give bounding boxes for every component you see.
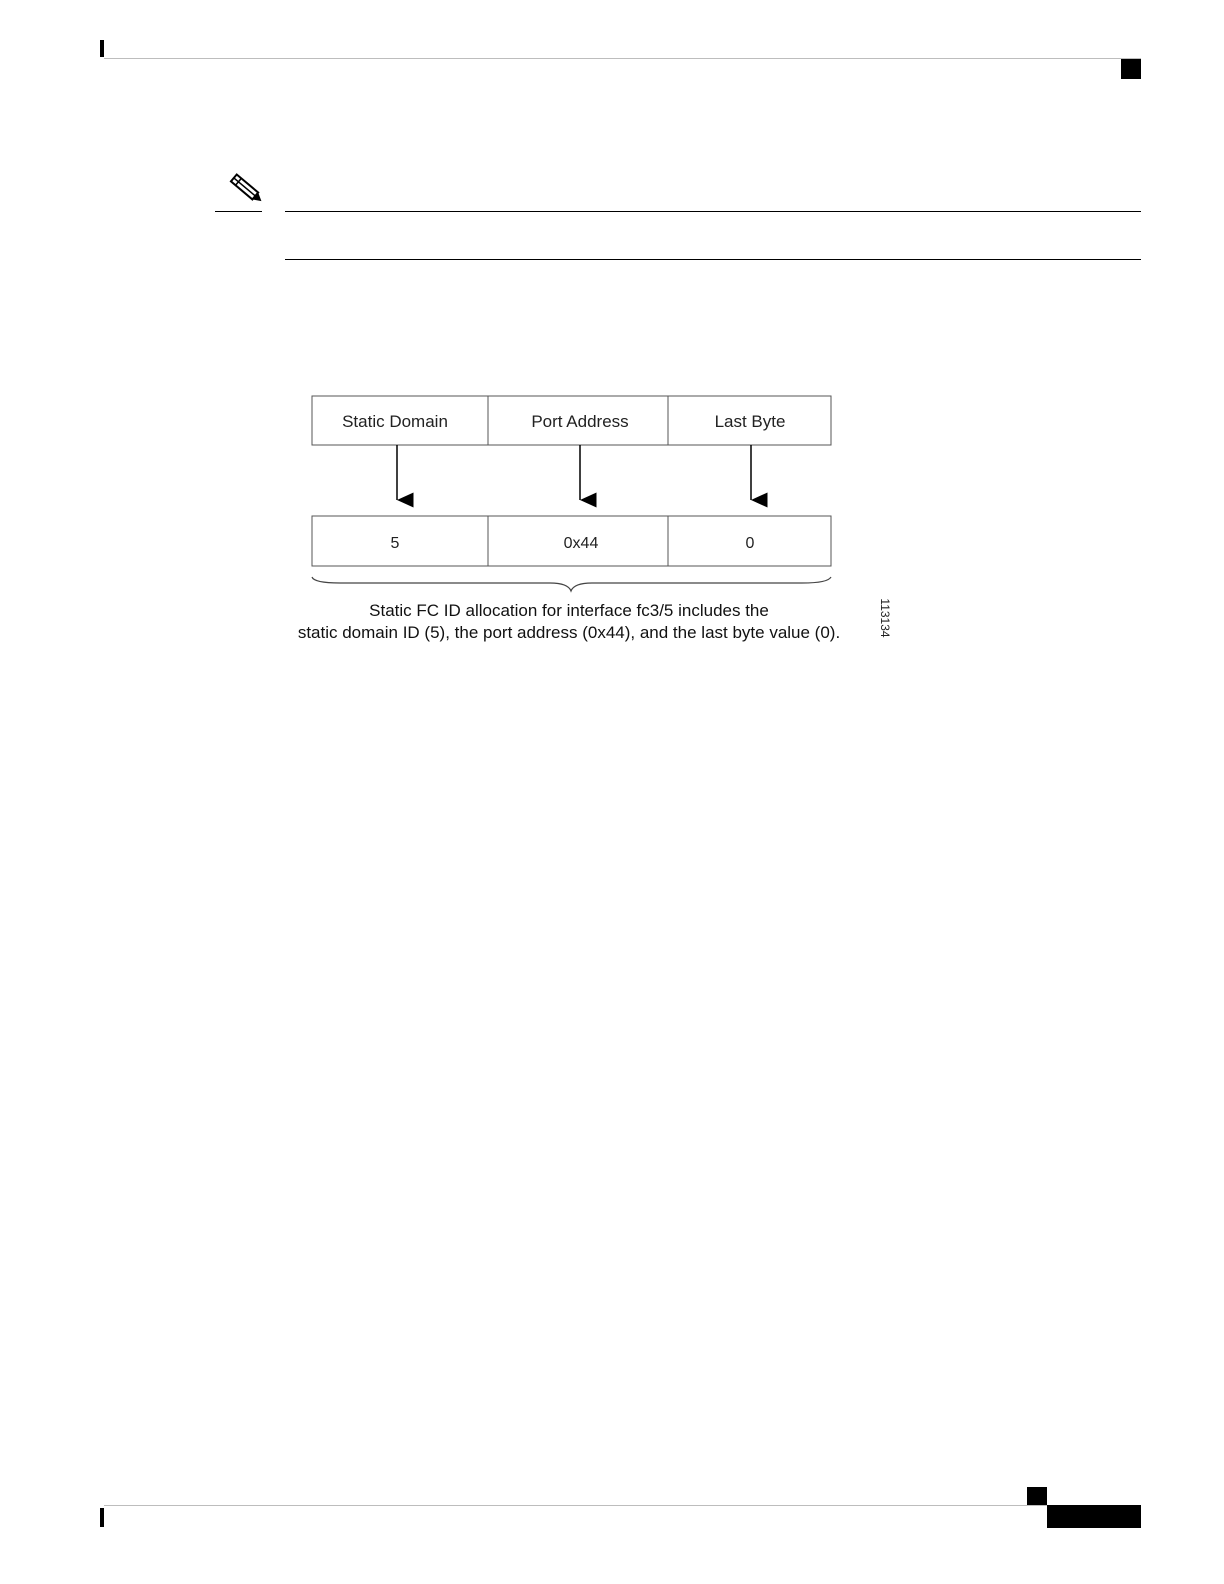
caption-line-2: static domain ID (5), the port address (0x44), and the last byte value (0).: [297, 623, 841, 642]
figure-id: 113134: [878, 598, 892, 638]
header-right-block: [1121, 59, 1141, 79]
value-box-static-domain: [312, 516, 488, 566]
label-static-domain: Static Domain: [342, 412, 448, 431]
footer-small-block: [1027, 1487, 1047, 1505]
footer-page-tab: [1047, 1505, 1141, 1528]
value-port-address: 0x44: [563, 535, 599, 552]
note-icon-underline: [215, 211, 262, 212]
value-last-byte: 0: [745, 535, 755, 552]
header-left-mark: [100, 40, 104, 57]
footer-rule: [104, 1505, 1047, 1506]
note-top-rule: [285, 211, 1141, 212]
grouping-brace: [312, 577, 831, 591]
fcid-diagram-svg: [280, 390, 890, 650]
note-bottom-rule: [285, 259, 1141, 260]
label-last-byte: Last Byte: [714, 412, 786, 431]
header-rule: [104, 58, 1141, 59]
value-static-domain: 5: [390, 535, 400, 552]
note-pencil-icon: [224, 168, 266, 208]
caption-line-1: Static FC ID allocation for interface fc3/5 includes the: [369, 601, 769, 620]
fcid-allocation-figure: [280, 390, 890, 650]
label-port-address: Port Address: [531, 412, 629, 431]
footer-left-mark: [100, 1508, 104, 1527]
